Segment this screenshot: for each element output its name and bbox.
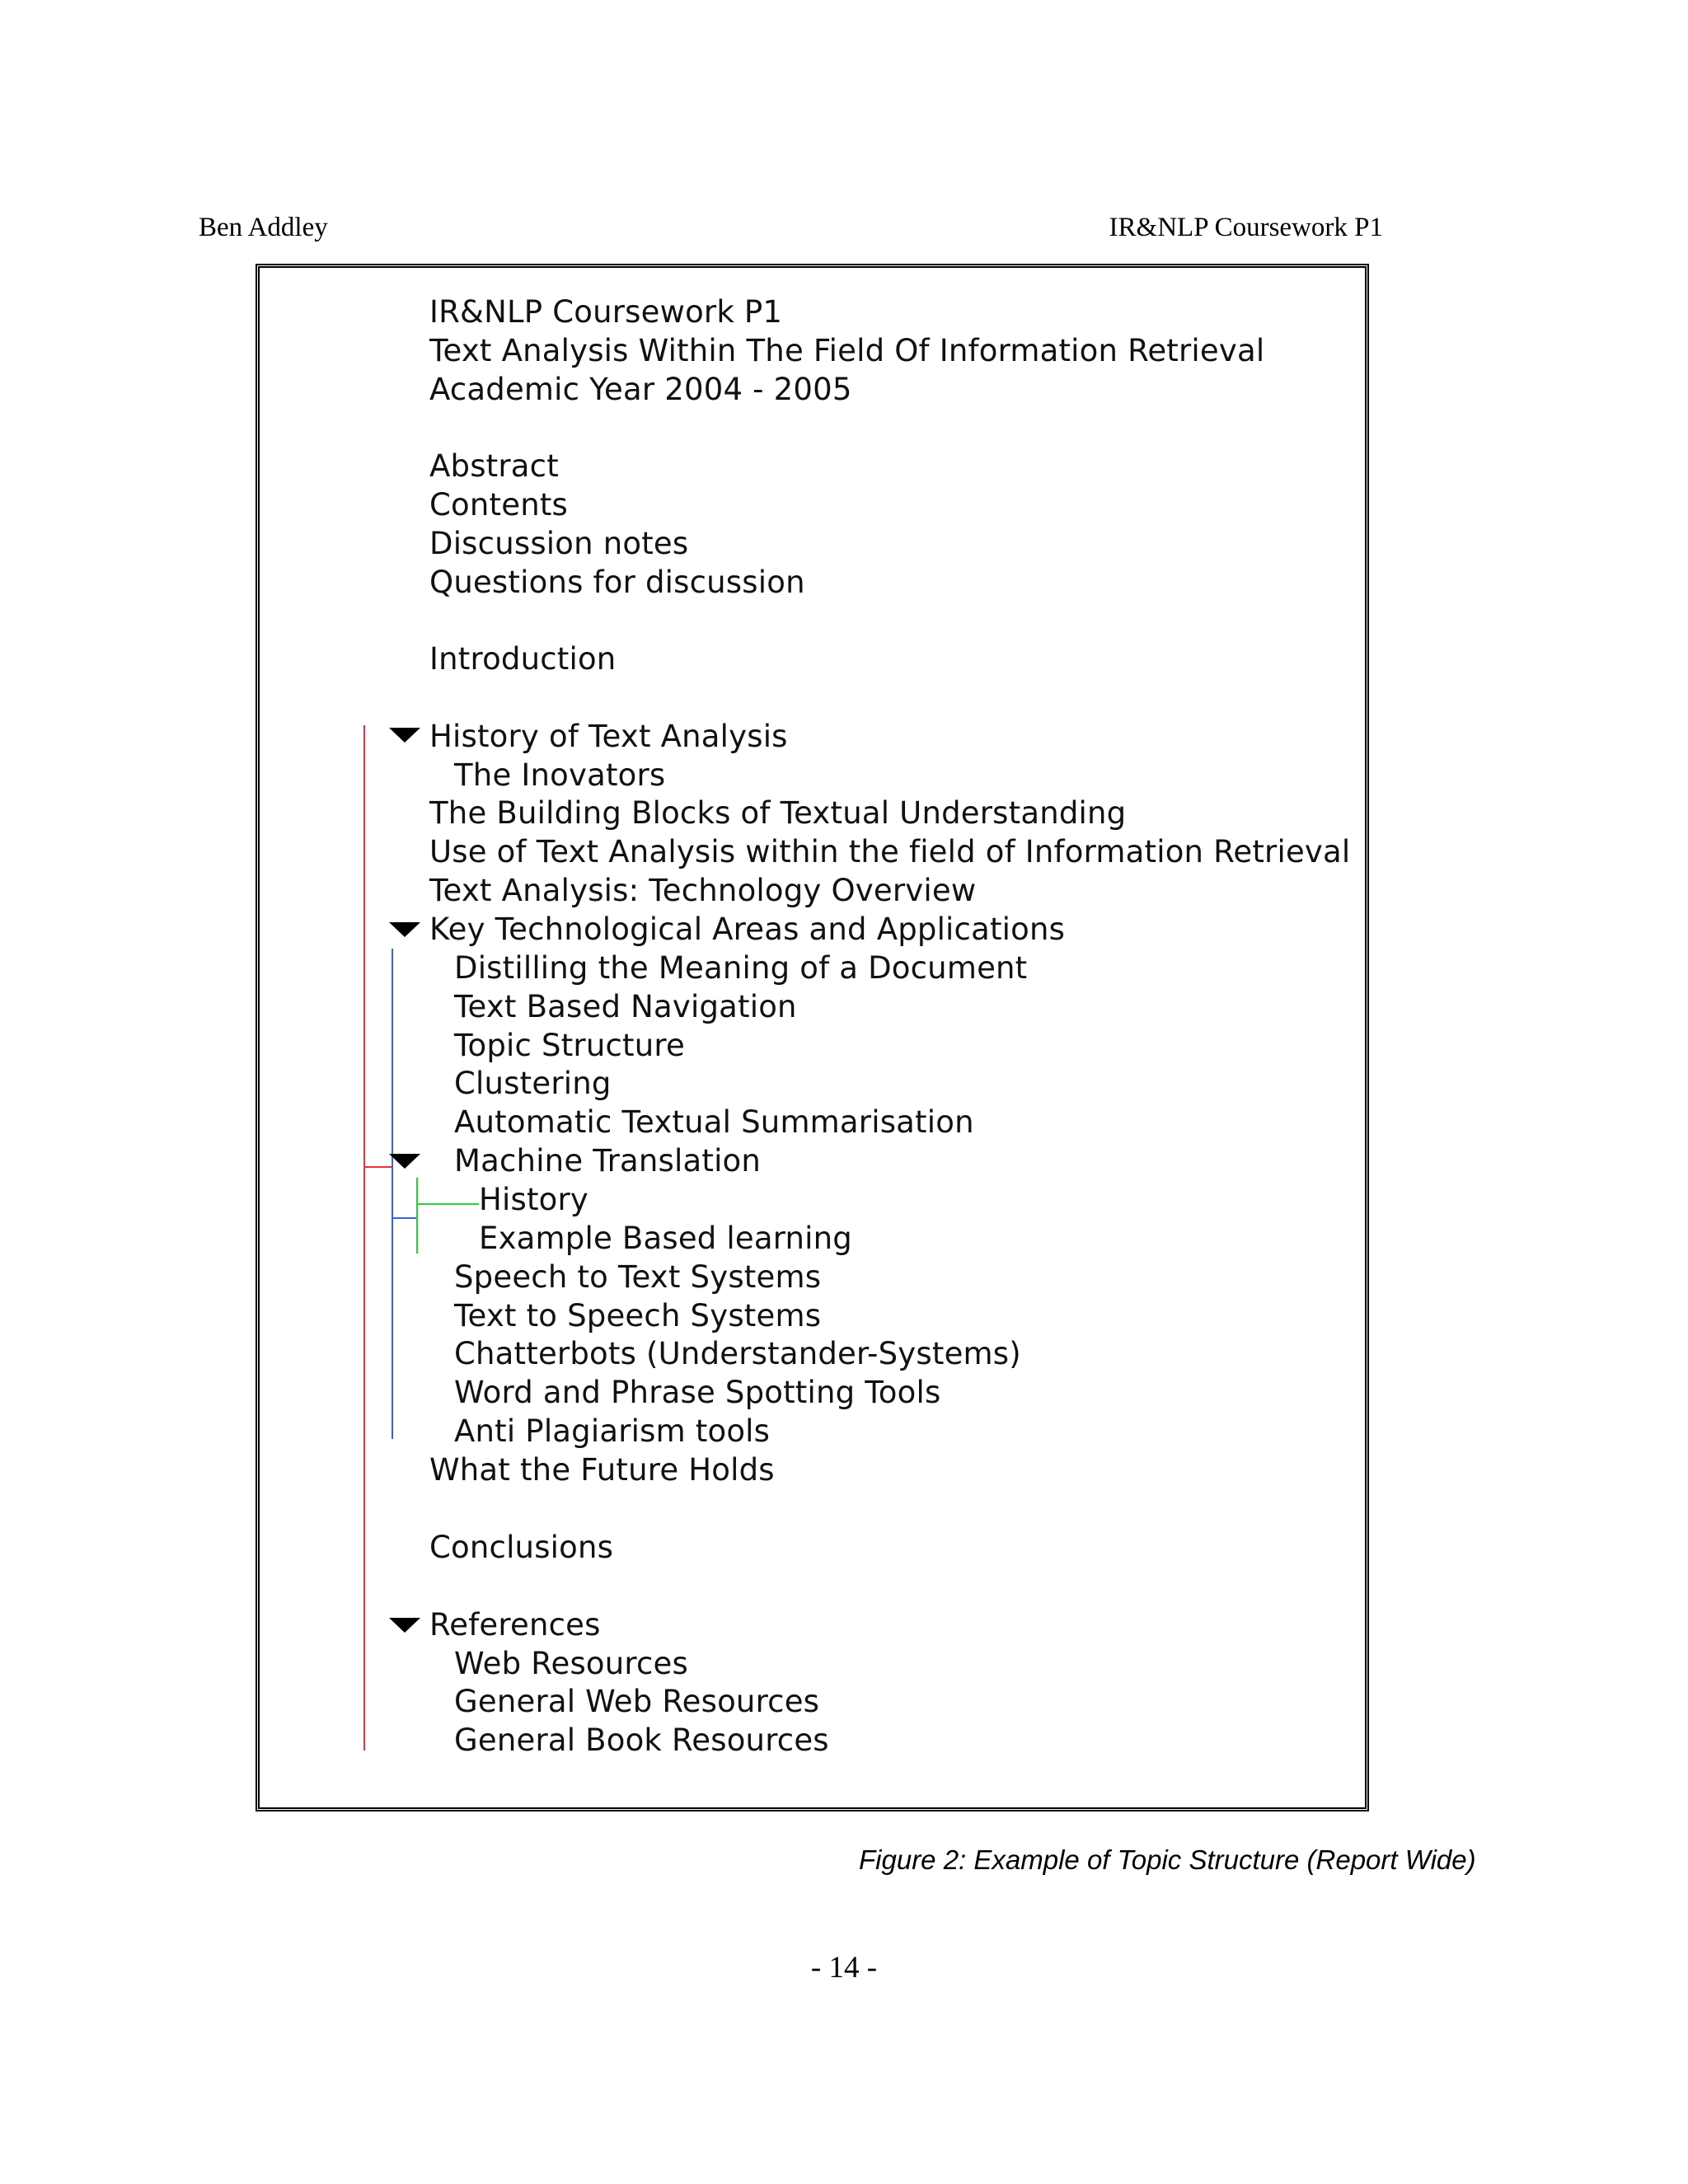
outline-item-conclusions[interactable]: Conclusions <box>429 1530 614 1565</box>
topic-structure-figure <box>256 264 1369 1811</box>
outline-item-the-inovators[interactable]: The Inovators <box>454 757 666 793</box>
outline-item-references[interactable]: References <box>429 1607 601 1643</box>
outline-title-line: IR&NLP Coursework P1 <box>429 294 783 330</box>
outline-item-mt-history[interactable]: History <box>479 1182 589 1217</box>
topic-outline <box>260 268 1365 1807</box>
level3-tree-line <box>416 1178 418 1254</box>
outline-item-text-based-navigation[interactable]: Text Based Navigation <box>454 989 797 1024</box>
level2-tree-line <box>392 949 393 1439</box>
outline-item-general-web-resources[interactable]: General Web Resources <box>454 1684 820 1719</box>
expand-triangle-icon[interactable] <box>389 728 420 743</box>
expand-triangle-icon[interactable] <box>389 922 420 937</box>
outline-title-line: Academic Year 2004 - 2005 <box>429 372 852 407</box>
header-course: IR&NLP Coursework P1 <box>1109 213 1383 242</box>
outline-item-general-book-resources[interactable]: General Book Resources <box>454 1722 829 1758</box>
outline-item-technology-overview[interactable]: Text Analysis: Technology Overview <box>429 873 977 908</box>
level1-connector-machine-translation <box>363 1166 392 1168</box>
level1-tree-line <box>363 725 365 1750</box>
outline-item-web-resources[interactable]: Web Resources <box>454 1646 688 1681</box>
outline-item-discussion-notes[interactable]: Discussion notes <box>429 526 689 561</box>
outline-item-introduction[interactable]: Introduction <box>429 641 617 677</box>
outline-item-distilling[interactable]: Distilling the Meaning of a Document <box>454 950 1028 986</box>
outline-title-line: Text Analysis Within The Field Of Information Retrieval <box>429 333 1265 368</box>
expand-triangle-icon[interactable] <box>389 1154 420 1169</box>
outline-item-example-based-learning[interactable]: Example Based learning <box>479 1221 852 1256</box>
figure-caption: Figure 2: Example of Topic Structure (Report Wide) <box>859 1844 1476 1875</box>
outline-item-clustering[interactable]: Clustering <box>454 1066 612 1101</box>
page-number: - 14 - <box>810 1951 878 1985</box>
outline-item-text-to-speech[interactable]: Text to Speech Systems <box>454 1298 822 1333</box>
outline-item-spotting-tools[interactable]: Word and Phrase Spotting Tools <box>454 1375 941 1410</box>
outline-item-contents[interactable]: Contents <box>429 487 569 523</box>
outline-item-key-areas[interactable]: Key Technological Areas and Applications <box>429 912 1066 947</box>
outline-item-anti-plagiarism[interactable]: Anti Plagiarism tools <box>454 1413 771 1449</box>
outline-item-speech-to-text[interactable]: Speech to Text Systems <box>454 1259 822 1295</box>
expand-triangle-icon[interactable] <box>389 1618 420 1633</box>
outline-item-chatterbots[interactable]: Chatterbots (Understander-Systems) <box>454 1336 1021 1371</box>
outline-item-machine-translation[interactable]: Machine Translation <box>454 1143 762 1179</box>
outline-item-abstract[interactable]: Abstract <box>429 448 559 484</box>
header-author: Ben Addley <box>199 213 328 242</box>
outline-item-use-of-text-analysis[interactable]: Use of Text Analysis within the field of Information Retrieval <box>429 834 1351 869</box>
level3-connector-history <box>416 1203 479 1205</box>
outline-item-history-of-text-analysis[interactable]: History of Text Analysis <box>429 719 788 754</box>
outline-item-future[interactable]: What the Future Holds <box>429 1452 775 1488</box>
outline-item-topic-structure[interactable]: Topic Structure <box>454 1028 685 1063</box>
outline-item-questions[interactable]: Questions for discussion <box>429 565 805 600</box>
outline-item-summarisation[interactable]: Automatic Textual Summarisation <box>454 1104 974 1140</box>
level2-connector-example-based <box>392 1217 416 1219</box>
outline-item-building-blocks[interactable]: The Building Blocks of Textual Understanding <box>429 795 1127 831</box>
